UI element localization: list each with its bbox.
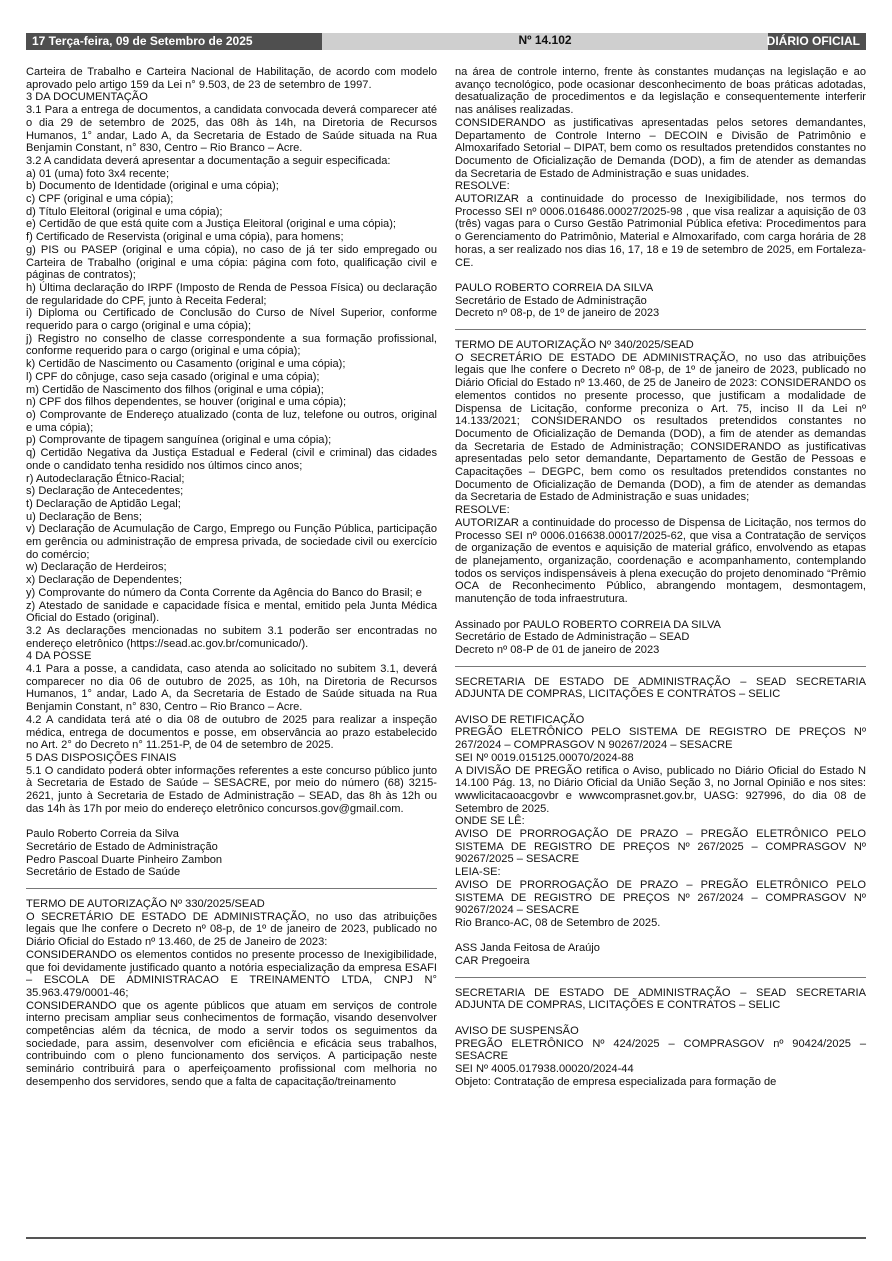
paragraph: SECRETARIA DE ESTADO DE ADMINISTRAÇÃO – SEAD SECRETARIA ADJUNTA DE COMPRAS, LICITAÇÕES E CONTRATOS – SELIC [455,675,866,701]
spacer [455,269,866,282]
spacer [455,606,866,619]
left-column [26,66,437,1089]
paragraph: f) Certificado de Reservista (original e uma cópia), para homens; [26,231,344,244]
paragraph: 3.2 As declarações mencionadas no subitem 3.1 poderão ser encontradas no endereço eletrônico (https://sead.ac.gov.br/comunicado/). [26,624,437,650]
paragraph: u) Declaração de Bens; [26,510,142,523]
paragraph: s) Declaração de Antecedentes; [26,485,184,498]
paragraph: Assinado por PAULO ROBERTO CORREIA DA SILVA [455,618,721,631]
paragraph: Secretário de Estado de Administração – SEAD [455,631,690,644]
paragraph: 5 DAS DISPOSIÇÕES FINAIS [26,751,177,764]
paragraph: r) Autodeclaração Étnico-Racial; [26,472,185,485]
spacer [26,815,437,828]
section-divider [26,888,437,889]
header-edition-number: Nº 14.102 [518,33,572,47]
spacer [455,930,866,943]
paragraph: p) Comprovante de tipagem sanguínea (original e uma cópia); [26,434,332,447]
paragraph: O SECRETÁRIO DE ESTADO DE ADMINISTRAÇÃO, no uso das atribuições legais que lhe confere o Decreto nº 08-p, de 1º de janeiro de 2023, publicado no Diário Oficial do Estado nº 13.460, de 25 de Janeiro de 2023: CONSIDERANDO os elementos contidos no presente processo, que justificam a modalidade de Dispensa de Licitação, conforme preconiza o Art. 75, inciso II da Lei nº 14.133/2021; CONSIDERANDO os resultados pretendidos constantes no Documento de Oficialização de Demanda (DOD), a fim de atender as demandas da Secretaria de Estado de Administração; CONSIDERANDO as justificativas apresentadas pelo setor demandante, Departamento de Gestão de Pessoas e Capacitações – DEGPC, bem como os resultados pretendidos constantes no Documento de Oficialização de Demanda (DOD), a fim de atender as demandas da Secretaria de Estado de Administração e suas unidades; [455,351,866,504]
paragraph: o) Comprovante de Endereço atualizado (conta de luz, telefone ou outros, original e uma cópia); [26,408,437,434]
paragraph: 4.1 Para a posse, a candidata, caso atenda ao solicitado no subitem 3.1, deverá comparecer no dia 06 de outubro de 2025, as 10h, na Diretoria de Recursos Humanos, 1° andar, Lado A, da Secretaria de Estado de Saúde situada na Rua Benjamin Constant, n° 830, Centro – Rio Branco – Acre. [26,663,437,714]
spacer [455,701,866,714]
paragraph: AVISO DE PRORROGAÇÃO DE PRAZO – PREGÃO ELETRÔNICO PELO SISTEMA DE REGISTRO DE PREÇOS Nº 267/2025 – COMPRASGOV Nº 90267/2025 – SESACRE [455,828,866,866]
paragraph: k) Certidão de Nascimento ou Casamento (original e uma cópia); [26,358,346,371]
paragraph: SEI Nº 0019.015125.00070/2024-88 [455,751,634,764]
paragraph: y) Comprovante do número da Conta Corrente da Agência do Banco do Brasil; e [26,586,422,599]
paragraph: w) Declaração de Herdeiros; [26,561,167,574]
paragraph: i) Diploma ou Certificado de Conclusão do Curso de Nível Superior, conforme requerido para o cargo (original e uma cópia); [26,307,437,333]
paragraph: A DIVISÃO DE PREGÃO retifica o Aviso, publicado no Diário Oficial do Estado N 14.100 Pág. 13, no Diário Oficial da União Seção 3, no Jornal Opinião e nos sites: wwwlicitacaoacgovbr e wwwcomprasnet.gov.br, UASG: 927996, do dia 08 de Setembro de 2025. [455,764,866,815]
paragraph: Secretário de Estado de Saúde [26,866,181,879]
paragraph: PREGÃO ELETRÔNICO PELO SISTEMA DE REGISTRO DE PREÇOS Nº 267/2024 – COMPRASGOV N 90267/2024 – SESACRE [455,726,866,752]
paragraph: g) PIS ou PASEP (original e uma cópia), no caso de já ter sido empregado ou Carteira de Trabalho (original e uma cópia: página com foto, qualificação civil e páginas de contratos); [26,243,437,282]
header-page-date: 17 Terça-feira, 09 de Setembro de 2025 [32,34,253,48]
paragraph: n) CPF dos filhos dependentes, se houver (original e uma cópia); [26,396,347,409]
paragraph: 3.1 Para a entrega de documentos, a candidata convocada deverá comparecer até o dia 29 de setembro de 2025, das 08h às 14h, na Diretoria de Recursos Humanos, 1° andar, Lado A, da Secretaria de Estado de Saúde situada na Rua Benjamin Constant, n° 830, Centro – Rio Branco – Acre. [26,104,437,155]
paragraph: Objeto: Contratação de empresa especializada para formação de [455,1075,777,1088]
paragraph: O SECRETÁRIO DE ESTADO DE ADMINISTRAÇÃO, no uso das atribuições legais que lhe confere o Decreto nº 08-p, de 1º de janeiro de 2023, publicado no Diário Oficial do Estado nº 13.460, de 25 de Janeiro de 2023: [26,910,437,949]
paragraph: x) Declaração de Dependentes; [26,574,183,587]
paragraph: 4 DA POSSE [26,650,92,663]
paragraph: v) Declaração de Acumulação de Cargo, Emprego ou Função Pública, participação em gerência ou administração de empresa privada, de sociedade civil ou exercício do comércio; [26,523,437,561]
section-divider [455,666,866,667]
paragraph: Rio Branco-AC, 08 de Setembro de 2025. [455,916,661,929]
page-header [26,33,866,50]
paragraph: CONSIDERANDO as justificativas apresentadas pelos setores demandantes, Departamento de Controle Interno – DECOIN e Divisão de Patrimônio e Almoxarifado Setorial – DIPAT, bem como os resultados pretendidos constantes no Documento de Oficialização de Demanda (DOD), a fim de atender as demandas da Secretaria de Estado de Administração e suas unidades. [455,116,866,180]
paragraph: z) Atestado de sanidade e capacidade física e mental, emitido pela Junta Médica Oficial do Estado (original). [26,599,437,625]
paragraph: Carteira de Trabalho e Carteira Nacional de Habilitação, de acordo com modelo aprovado pelo artigo 159 da Lei n° 9.503, de 23 de setembro de 1997. [26,66,437,91]
paragraph: 3.2 A candidata deverá apresentar a documentação a seguir especificada: [26,154,391,167]
paragraph: RESOLVE: [455,504,510,517]
paragraph: TERMO DE AUTORIZAÇÃO Nº 340/2025/SEAD [455,339,694,352]
paragraph: Secretário de Estado de Administração [26,840,218,853]
bottom-rule [26,1237,866,1239]
paragraph: 4.2 A candidata terá até o dia 08 de outubro de 2025 para realizar a inspeção médica, entrega de documentos e posse, em observância ao prazo estabelecido no Art. 2° do Decreto n° 11.251-P, de 04 de setembro de 2025. [26,713,437,752]
paragraph: ONDE SE LÊ: [455,815,525,828]
paragraph: AUTORIZAR a continuidade do processo de Dispensa de Licitação, nos termos do Processo SEI nº 0006.016638.00017/2025-62, que visa a Contratação de serviços de organização de eventos e aquisição de material gráfico, envolvendo as etapas de planejamento, organização, coordenação e acompanhamento, contemplando todos os serviços indispensáveis à plena execução do projeto denominado “Prêmio OCA de Reconhecimento Público, abrangendo montagem, desmontagem, manutenção de toda infraestrutura. [455,516,866,606]
paragraph: TERMO DE AUTORIZAÇÃO Nº 330/2025/SEAD [26,897,265,910]
paragraph: m) Certidão de Nascimento dos filhos (original e uma cópia); [26,383,324,396]
paragraph: d) Título Eleitoral (original e uma cópia); [26,205,223,218]
paragraph: q) Certidão Negativa da Justiça Estadual e Federal (civil e criminal) das cidades onde o candidato tenha residido nos últimos cinco anos; [26,447,437,472]
paragraph: SEI Nº 4005.017938.00020/2024-44 [455,1062,634,1075]
paragraph: SECRETARIA DE ESTADO DE ADMINISTRAÇÃO – SEAD SECRETARIA ADJUNTA DE COMPRAS, LICITAÇÕES E CONTRATOS – SELIC [455,986,866,1012]
spacer [455,1012,866,1025]
paragraph: t) Declaração de Aptidão Legal; [26,497,181,510]
section-divider [455,977,866,978]
section-divider [455,329,866,330]
paragraph: LEIA-SE: [455,866,501,879]
paragraph: PREGÃO ELETRÔNICO Nº 424/2025 – COMPRASGOV nº 90424/2025 – SESACRE [455,1037,866,1063]
paragraph: j) Registro no conselho de classe correspondente a sua formação profissional, conforme requerido para o cargo (original e uma cópia); [26,332,437,358]
paragraph: c) CPF (original e uma cópia); [26,193,174,206]
paragraph: Decreto nº 08-p, de 1º de janeiro de 2023 [455,307,660,320]
paragraph: CONSIDERANDO que os agente públicos que atuam em serviços de controle interno precisam ampliar seus conhecimentos de formação, visando desenvolver competências além da técnica, de modo a servir todos os seguimentos da sociedade, para assim, desenvolver com eficiência e eficácia seus trabalhos, contribuindo com o pleno funcionamento dos serviços. A participação neste seminário contribuirá para o aperfeiçoamento profissional com melhoria no desempenho dos servidores, sendo que a falta de capacitação/treinamento [26,999,437,1088]
paragraph: Secretário de Estado de Administração [455,294,647,307]
paragraph: 5.1 O candidato poderá obter informações referentes a este concurso público junto à Secretaria de Estado de Saúde – SESACRE, por meio do número (68) 3215-2621, junto à Secretaria de Estado de Administração – SEAD, das 8h às 12h ou das 14h às 17h por meio do endereço eletrônico concursos.gov@gmail.com. [26,764,437,815]
paragraph: AUTORIZAR a continuidade do processo de Inexigibilidade, nos termos do Processo SEI nº 0006.016486.00027/2025-98 , que visa realizar a aquisição de 03 (três) vagas para o Curso Gestão Patrimonial Pública efetiva: Procedimentos para o Gerenciamento do Patrimônio, Material e Almoxarifado, com carga horária de 28 horas, a ser realizado nos dias 16, 17, 18 e 19 de setembro de 2025, em Fortaleza-CE. [455,193,866,269]
paragraph: ASS Janda Feitosa de Araújo [455,942,600,955]
paragraph: AVISO DE PRORROGAÇÃO DE PRAZO – PREGÃO ELETRÔNICO PELO SISTEMA DE REGISTRO DE PREÇOS Nº 267/2024 – COMPRASGOV Nº 90267/2024 – SESACRE [455,878,866,917]
paragraph: a) 01 (uma) foto 3x4 recente; [26,167,170,180]
paragraph: na área de controle interno, frente às constantes mudanças na legislação e ao avanço tecnológico, pode ocasionar desconhecimento de boas práticas adotadas, desatualização de procedimentos e da legislação e consequentemente interferir nas análises realizadas. [455,66,866,117]
paragraph: AVISO DE SUSPENSÃO [455,1024,579,1037]
paragraph: 3 DA DOCUMENTAÇÃO [26,91,148,104]
paragraph: Paulo Roberto Correia da Silva [26,828,179,841]
paragraph: e) Certidão de que está quite com a Justiça Eleitoral (original e uma cópia); [26,218,396,231]
paragraph: b) Documento de Identidade (original e uma cópia); [26,180,279,193]
paragraph: AVISO DE RETIFICAÇÃO [455,713,585,726]
paragraph: CAR Pregoeira [455,955,530,968]
header-publication-title: DIÁRIO OFICIAL [766,34,860,48]
right-column [455,66,866,1088]
paragraph: CONSIDERANDO os elementos contidos no presente processo de Inexigibilidade, que foi devidamente justificado quanto a notória especialização da empresa ESAFI – ESCOLA DE ADMINISTRACAO E TREINAMENTO LTDA, CNPJ N° 35.963.479/0001-46; [26,948,437,999]
paragraph: RESOLVE: [455,180,510,193]
paragraph: Pedro Pascoal Duarte Pinheiro Zambon [26,853,223,866]
paragraph: PAULO ROBERTO CORREIA DA SILVA [455,281,654,294]
paragraph: h) Última declaração do IRPF (Imposto de Renda de Pessoa Física) ou declaração de regularidade do CPF, junto à Receita Federal; [26,281,437,307]
paragraph: l) CPF do cônjuge, caso seja casado (original e uma cópia); [26,370,320,383]
paragraph: Decreto nº 08-P de 01 de janeiro de 2023 [455,643,660,656]
